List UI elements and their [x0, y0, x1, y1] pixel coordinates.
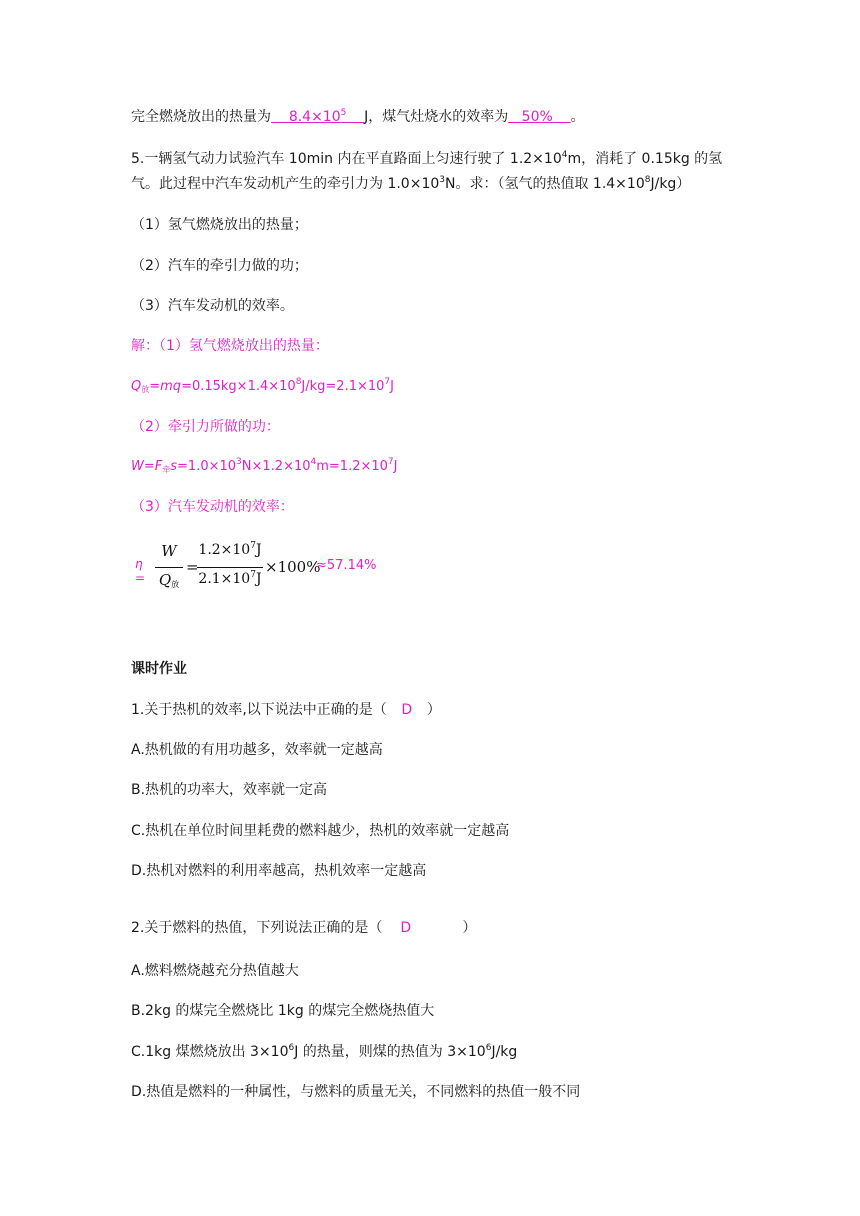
- hw-q1-option-c: C.热机在单位时间里耗费的燃料越少，热机的效率就一定越高: [131, 823, 510, 839]
- fraction-bar: [197, 567, 263, 568]
- fraction-denominator-value: $2.1\times 10^7J$: [198, 570, 262, 587]
- solution-step1-formula: $Q_放=mq=0.15kg\times 1.4\times 10^8J/kg=2.1\times 10^7J$: [131, 377, 394, 394]
- efficiency-result: ≈57.14%: [316, 558, 377, 573]
- hw-q2-stem: 2.关于燃料的热值，下列说法正确的是（ D ）: [131, 920, 477, 936]
- homework-heading: 课时作业: [131, 661, 187, 677]
- hw-q2-option-b: B.2kg 的煤完全燃烧比 1kg 的煤完全燃烧热值大: [131, 1003, 435, 1019]
- q5-sub1: （1）氢气燃烧放出的热量；: [131, 217, 308, 233]
- equals-sign: =: [186, 558, 199, 576]
- prev-prefix: 完全燃烧放出的热量为: [131, 109, 271, 125]
- hw-q1-option-d: D.热机对燃料的利用率越高，热机效率一定越高: [131, 863, 427, 879]
- q5-stem-line2: 气。此过程中汽车发动机产生的牵引力为 $1.0\times 10^3N$。求：（氢气的热值取 $1.4\times 10^8J/kg$）: [131, 175, 691, 192]
- fraction-w-over-q: [155, 542, 183, 596]
- q5-sub3: （3）汽车发动机的效率。: [131, 298, 294, 314]
- q5-sub2: （2）汽车的牵引力做的功；: [131, 258, 308, 274]
- solution-step2-formula: $W=F_牵s=1.0\times 10^3N\times 1.2\times 10^4m=1.2\times 10^7J$: [131, 457, 398, 474]
- prev-mid: J，煤气灶烧水的效率为: [364, 109, 509, 125]
- prev-suffix: 。: [570, 109, 585, 125]
- answer-blank-efficiency: 50%: [521, 109, 553, 125]
- hw-q1-option-b: B.热机的功率大，效率就一定高: [131, 782, 328, 798]
- eta-symbol: η =: [135, 557, 146, 585]
- hw-q2-option-a: A.燃料燃烧越充分热值越大: [131, 963, 299, 979]
- answer-blank-heat: $8.4\times 10^5$: [288, 108, 347, 125]
- fraction-values: [197, 542, 263, 596]
- hw-q1-stem: 1.关于热机的效率,以下说法中正确的是（ D ）: [131, 702, 441, 718]
- q5-stem-line1: 5.一辆氢气动力试验汽车 10min 内在平直路面上匀速行驶了 $1.2\times 10^4m$，消耗了 0.15kg 的氢: [131, 150, 723, 167]
- fraction-bar: [155, 567, 183, 568]
- solution-step1-title: 解：（1）氢气燃烧放出的热量：: [131, 338, 329, 354]
- fraction-numerator-w: W: [161, 542, 177, 560]
- hw-q1-option-a: A.热机做的有用功越多，效率就一定越高: [131, 742, 383, 758]
- prev-question-line: [131, 107, 585, 127]
- solution-step2-title: （2）牵引力所做的功：: [131, 419, 280, 435]
- hw-q2-answer: D: [400, 920, 412, 936]
- times-100-percent: ×100%: [265, 558, 321, 576]
- hw-q2-option-d: D.热值是燃料的一种属性，与燃料的质量无关，不同燃料的热值一般不同: [131, 1084, 581, 1100]
- hw-q2-option-c: C.1kg 煤燃烧放出 $3\times 10^6J$ 的热量，则煤的热值为 $3\times 10^6J/kg$: [131, 1043, 518, 1060]
- fraction-denominator-q: $Q_放$: [158, 571, 180, 589]
- hw-q1-answer: D: [401, 702, 413, 718]
- solution-step3-title: （3）汽车发动机的效率：: [131, 499, 294, 515]
- fraction-numerator-value: $1.2\times 10^7J$: [198, 541, 262, 558]
